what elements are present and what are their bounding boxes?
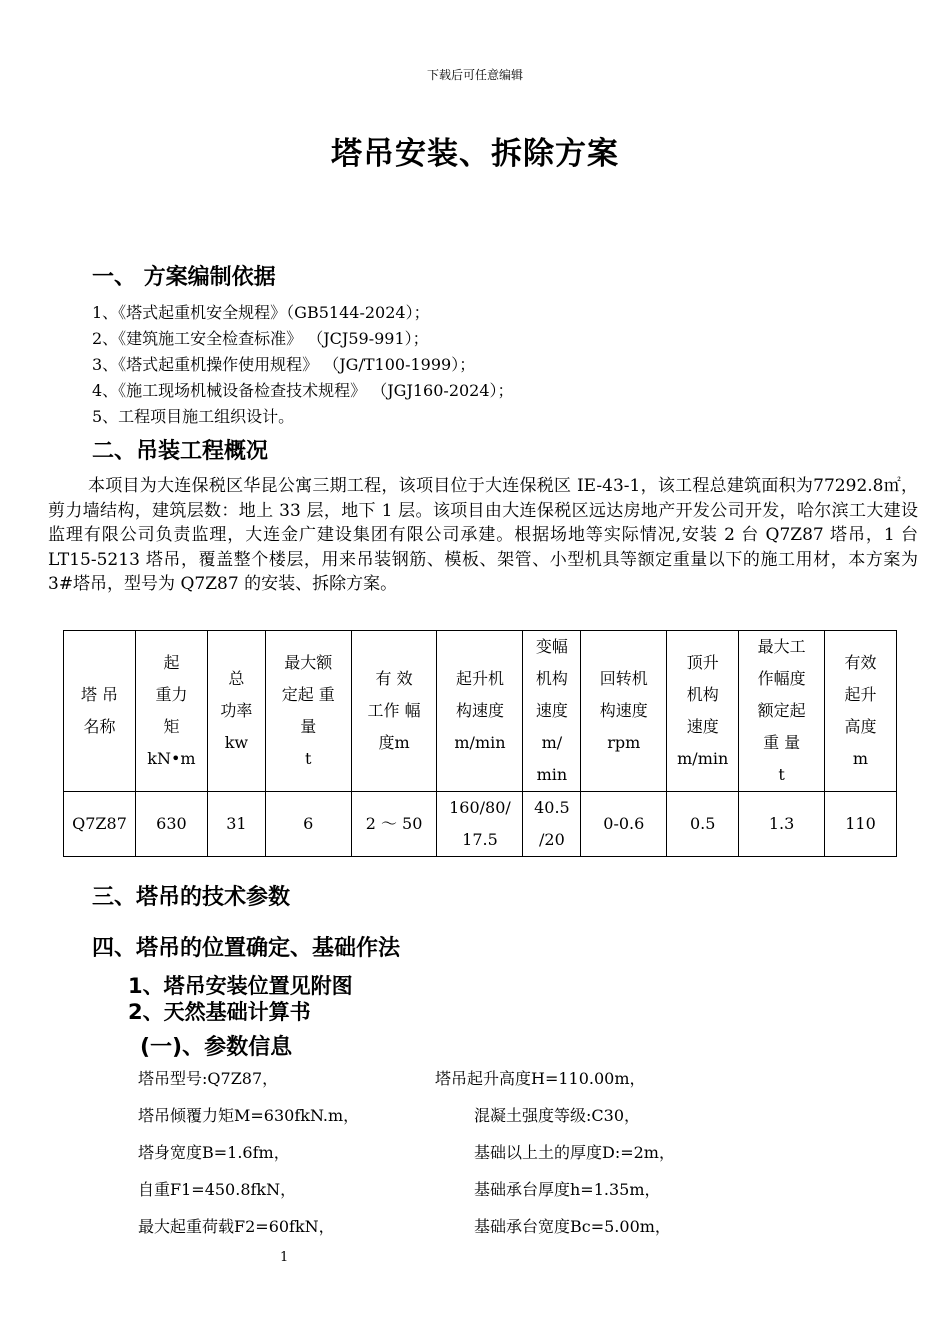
- page-number: 1: [280, 1250, 289, 1265]
- header-cell: 最大工 作幅度 额定起 重 量 t: [739, 631, 825, 792]
- table-cell: 2 ～ 50: [351, 792, 437, 857]
- table-cell: 40.5 /20: [523, 792, 581, 857]
- document-title: 塔吊安装、拆除方案: [331, 136, 619, 172]
- header-cell: 顶升 机构 速度 m/min: [667, 631, 739, 792]
- section2-heading: 二、吊装工程概况: [92, 439, 269, 464]
- section4-heading: 四、塔吊的位置确定、基础作法: [92, 936, 401, 961]
- header-cell: 最大额 定起 重 量 t: [265, 631, 351, 792]
- section1-heading: 一、 方案编制依据: [92, 265, 276, 290]
- header-cell: 起 重力 矩 kN•m: [135, 631, 207, 792]
- header-cell: 起升机 构速度 m/min: [437, 631, 523, 792]
- subsection-foundation-calc: 2、天然基础计算书: [128, 1000, 311, 1024]
- table-cell: 0.5: [667, 792, 739, 857]
- table-cell: 160/80/ 17.5: [437, 792, 523, 857]
- section3-heading: 三、塔吊的技术参数: [92, 885, 291, 910]
- crane-spec-table: [63, 630, 897, 857]
- table-header-row: [64, 631, 897, 792]
- table-cell: 630: [135, 792, 207, 857]
- reference-item: 5、工程项目施工组织设计。: [92, 407, 295, 426]
- header-cell: 变幅 机构 速度 m/ min: [523, 631, 581, 792]
- header-cell: 回转机 构速度 rpm: [581, 631, 667, 792]
- table-cell: Q7Z87: [64, 792, 136, 857]
- parameter-right: 基础以上土的厚度D:=2m，: [474, 1143, 675, 1162]
- reference-item: 4、《施工现场机械设备检查技术规程》 （JGJ160-2024）；: [92, 381, 514, 400]
- table-cell: 110: [825, 792, 897, 857]
- parameter-left: 塔身宽度B=1.6fm，: [138, 1143, 290, 1162]
- table-cell: 31: [207, 792, 265, 857]
- reference-list: [92, 300, 514, 430]
- parameter-left: 自重F1=450.8fkN，: [138, 1180, 297, 1199]
- parameter-left: 最大起重荷载F2=60fkN，: [138, 1217, 335, 1236]
- table-cell: 1.3: [739, 792, 825, 857]
- parameter-right: 混凝土强度等级:C30，: [474, 1106, 640, 1125]
- reference-item: 2、《建筑施工安全检查标准》 （JCJ59-991）；: [92, 329, 429, 348]
- table-cell: 0-0.6: [581, 792, 667, 857]
- subsection-install-position: 1、塔吊安装位置见附图: [128, 974, 353, 998]
- parameter-right: 基础承台宽度Bc=5.00m，: [474, 1217, 671, 1236]
- table-cell: 6: [265, 792, 351, 857]
- project-overview-paragraph: 本项目为大连保税区华昆公寓三期工程，该项目位于大连保税区 IE-43-1，该工程总建筑面积为77292.8㎡，剪力墙结构，建筑层数：地上 33 层，地下 1 层。该项目由大连保税区远达房地产开发公司开发，哈尔滨工大建设监理有限公司负责监理，大连金广建设集团有限公司承建。根据场地等实际情况,安装 2 台 Q7Z87 塔吊，1 台 LT15-5213 塔吊，覆盖整个楼层，用来吊装钢筋、模板、架管、小型机具等额定重量以下的施工用材，本方案为 3#塔吊，型号为 Q7Z87 的安装、拆除方案。: [48, 476, 918, 594]
- reference-item: 3、《塔式起重机操作使用规程》 （JG/T100-1999）；: [92, 355, 476, 374]
- header-cell: 塔 吊 名称: [64, 631, 136, 792]
- parameter-left: 塔吊倾覆力矩M=630fkN.m，: [138, 1106, 360, 1125]
- header-cell: 有 效 工作 幅 度m: [351, 631, 437, 792]
- header-note: 下载后可任意编辑: [426, 68, 523, 82]
- parameter-right: 塔吊起升高度H=110.00m，: [435, 1069, 646, 1088]
- header-cell: 有效 起升 高度 m: [825, 631, 897, 792]
- table-row: [64, 792, 897, 857]
- reference-item: 1、《塔式起重机安全规程》（GB5144-2024）；: [92, 303, 430, 322]
- parameter-right: 基础承台厚度h=1.35m，: [474, 1180, 661, 1199]
- header-cell: 总 功率 kw: [207, 631, 265, 792]
- subsection-parameters: (一)、参数信息: [140, 1035, 293, 1060]
- parameter-left: 塔吊型号:Q7Z87，: [138, 1069, 279, 1088]
